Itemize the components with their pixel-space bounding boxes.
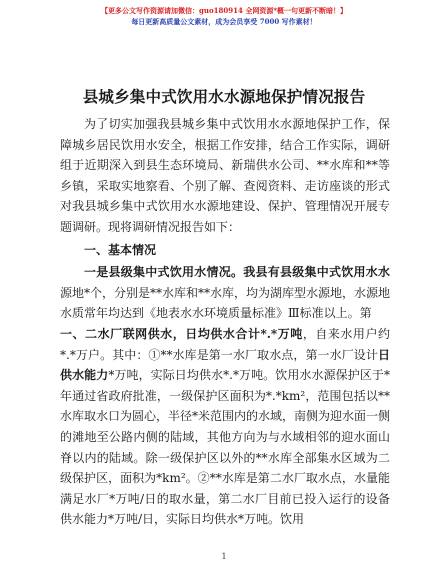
paragraph-inline-bold: 日供水能力 [60,347,390,383]
page-number: 1 [221,552,227,561]
promo-line-1: 【更多公文写作资源请加微信：guo180914 全网资源*概一句更新不断暗！】 [101,6,347,15]
intro-paragraph: 为了切实加强我县城乡集中式饮用水水源地保护工作，保障城乡居民饮用水安全，根据工作安排，结合工作实际，调研组于近期深入到县生态环境局、新瑞供水公司、**水库和**等乡镇，采取实地察看、个别了解、查阅资料、走访座谈的形式对我县城乡集中式饮用水水源地建设、保护、管理情况开展专题调研。现将调研情况报告如下： [60,117,390,234]
paragraph-lead-bold: 一是县级集中式饮用水情况。我县有县级集中式饮用水水 [84,265,390,280]
promo-line-2: 每日更新高质量公文素材，成为会员享受 7000 写作素材！ [131,17,317,26]
paragraph-text: 源地*个，分别是**水库和**水库，均为湖库型水源地，水源地水质常年均达到《地表水水环境质量标准》Ⅲ标准以上。第 [60,285,391,321]
paragraph-county-water [60,262,390,324]
section-heading-basic: 一、基本情况 [84,242,157,257]
paragraph-water-plants [60,324,390,530]
paragraph-text: ，自来水用户约*.*万户。其中：①**水库是第一水厂取水点，第一水厂设计 [60,326,390,362]
document-body [60,114,390,530]
paragraph-text: *万吨，实际日均供水*.*万吨。饮用水水源保护区于*年通过省政府批准，一级保护区面积为*.*km²，范围包括以**水库取水口为圆心，半径*米范围内的水域，南侧为迎水面一侧的滩地至公路内侧的陆域，其他方向为与水域相邻的迎水面山脊以内的陆域。除一级保护区以外的**水库全部集水区域为二级保护区，面积为*km²。②**水库是第二水厂取水点，水量能满足水厂*万吨/日的取水量，第二水厂目前已投入运行的设备供水能力*万吨/日，实际日均供水*万吨。饮用 [60,368,391,527]
document-title: 县城乡集中式饮用水水源地保护情况报告 [82,87,366,106]
promo-banner [0,6,448,27]
paragraph-lead-bold: 一、二水厂联网供水，日均供水合计*.*万吨 [60,326,303,341]
